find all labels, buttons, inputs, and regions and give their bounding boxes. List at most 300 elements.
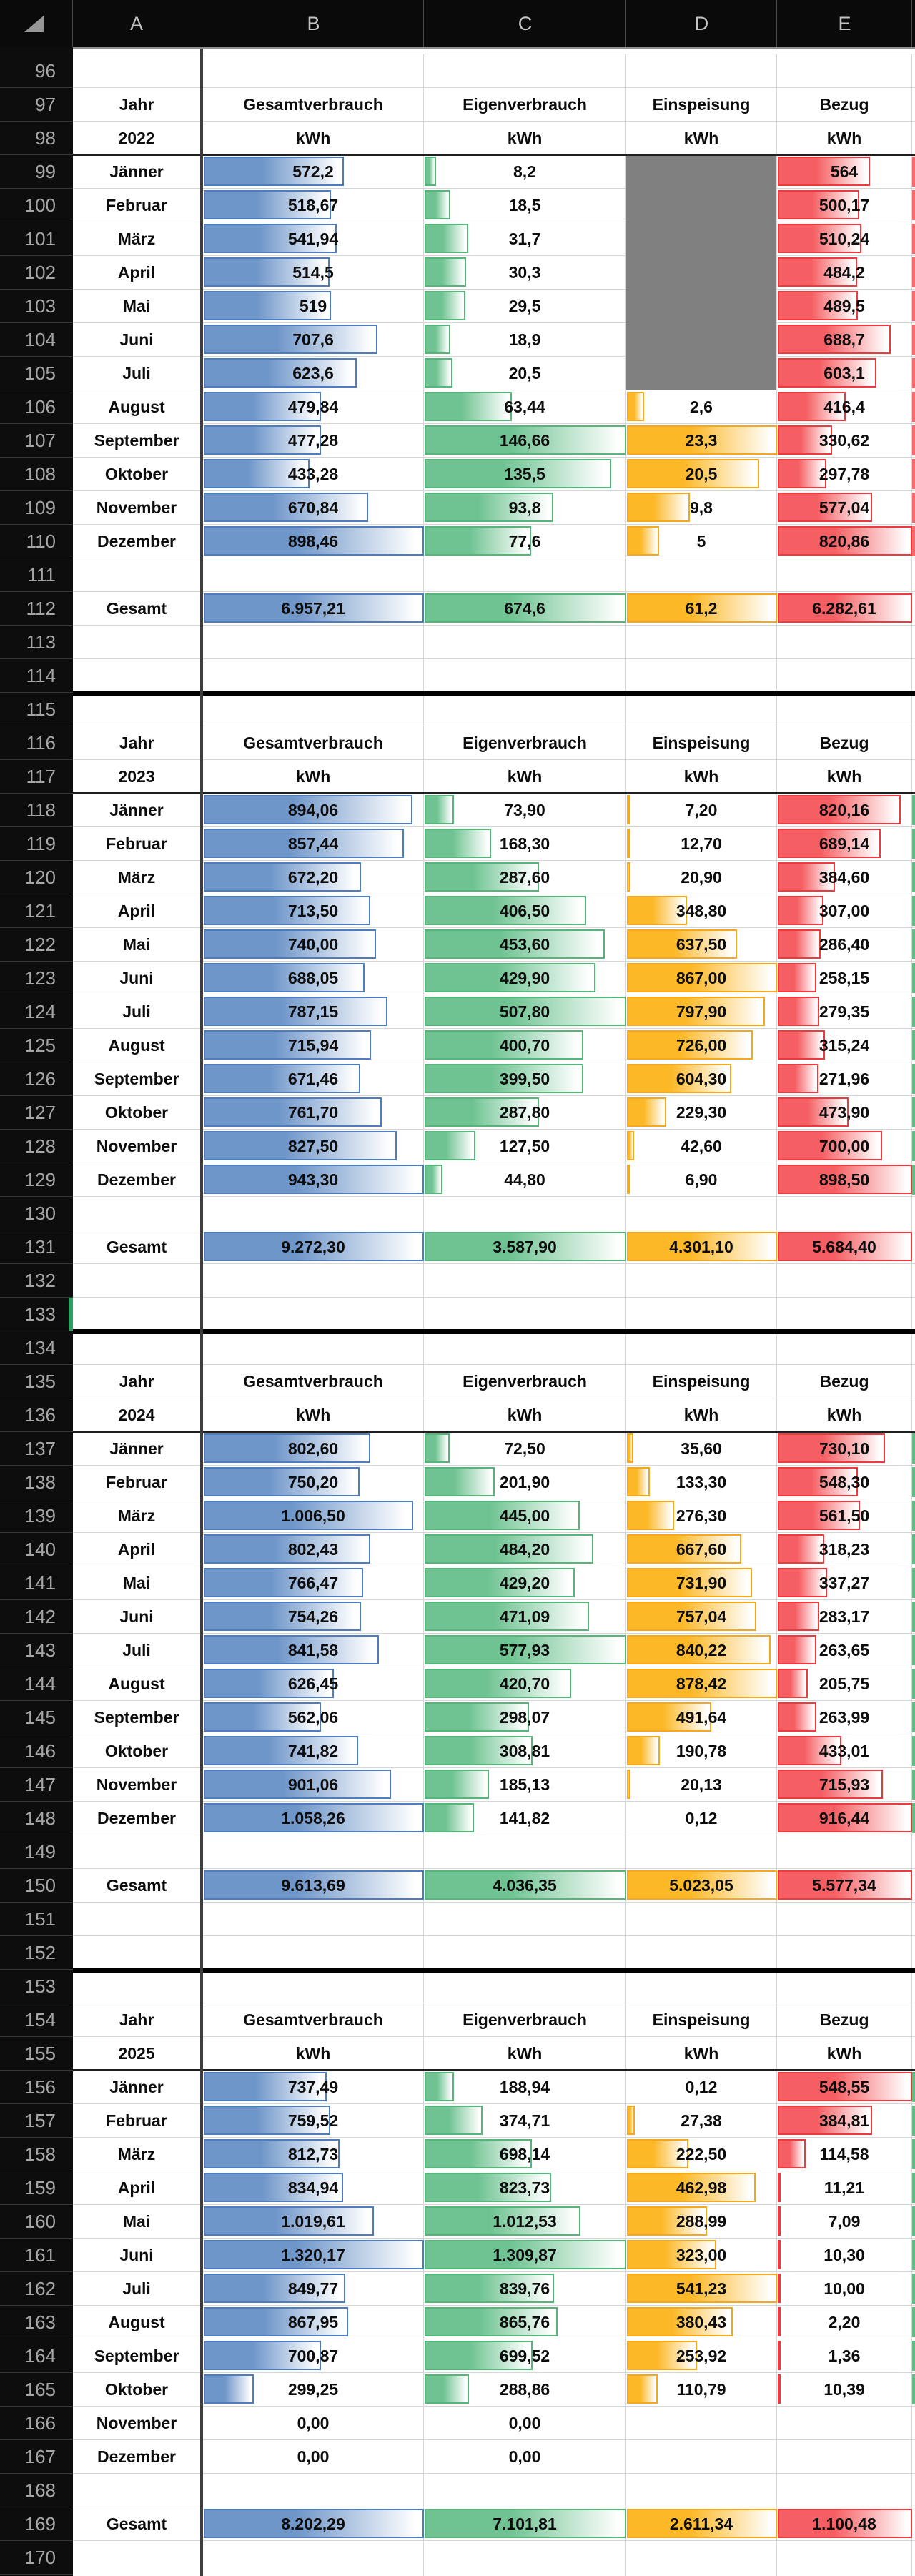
cell-c-124[interactable]	[424, 995, 626, 1028]
row-number-153[interactable]: 153	[0, 1970, 73, 2003]
cell-d-102[interactable]	[626, 256, 777, 289]
cell-d-109[interactable]	[626, 491, 777, 524]
cell-e-101[interactable]	[777, 222, 912, 255]
cell-b-157[interactable]	[203, 2104, 424, 2137]
cell-b-149[interactable]	[203, 1835, 424, 1868]
cell-d-123[interactable]	[626, 962, 777, 995]
cell-e-135[interactable]	[777, 1365, 912, 1398]
cell-c-159[interactable]	[424, 2171, 626, 2204]
row-number-159[interactable]: 159	[0, 2171, 73, 2205]
cell-c-147[interactable]	[424, 1768, 626, 1801]
cell-a-147[interactable]	[73, 1768, 200, 1801]
cell-c-155[interactable]	[424, 2037, 626, 2070]
cell-d-127[interactable]	[626, 1096, 777, 1129]
row-number-140[interactable]: 140	[0, 1533, 73, 1566]
cell-b-103[interactable]	[203, 290, 424, 322]
cell-a-117[interactable]	[73, 760, 200, 793]
cell-d-111[interactable]	[626, 558, 777, 591]
cell-a-121[interactable]	[73, 894, 200, 927]
cell-e-110[interactable]	[777, 525, 912, 558]
cell-e-117[interactable]	[777, 760, 912, 793]
cell-c-170[interactable]	[424, 2541, 626, 2576]
cell-a-148[interactable]	[73, 1802, 200, 1835]
cell-e-140[interactable]	[777, 1533, 912, 1566]
cell-c-158[interactable]	[424, 2138, 626, 2171]
cell-b-115[interactable]	[203, 693, 424, 726]
cell-d-163[interactable]	[626, 2306, 777, 2339]
cell-b-127[interactable]	[203, 1096, 424, 1129]
cell-b-151[interactable]	[203, 1903, 424, 1935]
cell-a-131[interactable]	[73, 1230, 200, 1263]
cell-a-165[interactable]	[73, 2373, 200, 2406]
cell-b-122[interactable]	[203, 928, 424, 961]
row-number-169[interactable]: 169	[0, 2507, 73, 2541]
row-number-131[interactable]: 131	[0, 1230, 73, 1264]
cell-d-117[interactable]	[626, 760, 777, 793]
cell-a-167[interactable]	[73, 2440, 200, 2473]
cell-b-123[interactable]	[203, 962, 424, 995]
cell-d-137[interactable]	[626, 1432, 777, 1465]
cell-e-109[interactable]	[777, 491, 912, 524]
cell-b-117[interactable]	[203, 760, 424, 793]
cell-a-136[interactable]	[73, 1398, 200, 1431]
row-number-137[interactable]: 137	[0, 1432, 73, 1466]
cell-e-139[interactable]	[777, 1499, 912, 1532]
cell-e-138[interactable]	[777, 1466, 912, 1499]
cell-d-148[interactable]	[626, 1802, 777, 1835]
cell-a-122[interactable]	[73, 928, 200, 961]
cell-a-124[interactable]	[73, 995, 200, 1028]
cell-a-150[interactable]	[73, 1869, 200, 1902]
cell-a-96[interactable]	[73, 54, 200, 87]
cell-e-116[interactable]	[777, 726, 912, 759]
cell-d-120[interactable]	[626, 861, 777, 894]
row-number-135[interactable]: 135	[0, 1365, 73, 1398]
cell-e-163[interactable]	[777, 2306, 912, 2339]
cell-e-143[interactable]	[777, 1634, 912, 1667]
cell-b-120[interactable]	[203, 861, 424, 894]
cell-e-134[interactable]	[777, 1331, 912, 1364]
cell-e-152[interactable]	[777, 1936, 912, 1969]
cell-d-138[interactable]	[626, 1466, 777, 1499]
row-number-133[interactable]: 133	[0, 1298, 73, 1331]
cell-c-162[interactable]	[424, 2272, 626, 2305]
cell-e-137[interactable]	[777, 1432, 912, 1465]
cell-a-112[interactable]	[73, 592, 200, 625]
cell-d-157[interactable]	[626, 2104, 777, 2137]
cell-d-160[interactable]	[626, 2205, 777, 2238]
cell-d-142[interactable]	[626, 1600, 777, 1633]
cell-e-164[interactable]	[777, 2339, 912, 2372]
cell-b-150[interactable]	[203, 1869, 424, 1902]
cell-b-146[interactable]	[203, 1734, 424, 1767]
cell-e-121[interactable]	[777, 894, 912, 927]
cell-c-140[interactable]	[424, 1533, 626, 1566]
cell-d-126[interactable]	[626, 1062, 777, 1095]
cell-c-156[interactable]	[424, 2071, 626, 2103]
cell-b-101[interactable]	[203, 222, 424, 255]
cell-b-105[interactable]	[203, 357, 424, 390]
row-number-161[interactable]: 161	[0, 2239, 73, 2272]
row-number-124[interactable]: 124	[0, 995, 73, 1029]
cell-a-101[interactable]	[73, 222, 200, 255]
cell-b-99[interactable]	[203, 155, 424, 188]
cell-d-106[interactable]	[626, 390, 777, 423]
cell-c-150[interactable]	[424, 1869, 626, 1902]
cell-c-152[interactable]	[424, 1936, 626, 1969]
cell-c-101[interactable]	[424, 222, 626, 255]
row-number-100[interactable]: 100	[0, 189, 73, 222]
row-number-117[interactable]: 117	[0, 760, 73, 794]
cell-b-129[interactable]	[203, 1163, 424, 1196]
cell-d-130[interactable]	[626, 1197, 777, 1230]
column-header-e[interactable]: E	[838, 13, 851, 34]
cell-c-97[interactable]	[424, 88, 626, 121]
cell-a-158[interactable]	[73, 2138, 200, 2171]
cell-b-164[interactable]	[203, 2339, 424, 2372]
row-number-144[interactable]: 144	[0, 1667, 73, 1701]
cell-e-168[interactable]	[777, 2474, 912, 2507]
row-number-166[interactable]: 166	[0, 2407, 73, 2440]
cell-b-147[interactable]	[203, 1768, 424, 1801]
cell-d-144[interactable]	[626, 1667, 777, 1700]
cell-a-153[interactable]	[73, 1970, 200, 2003]
cell-d-124[interactable]	[626, 995, 777, 1028]
cell-e-159[interactable]	[777, 2171, 912, 2204]
cell-a-168[interactable]	[73, 2474, 200, 2507]
row-number-138[interactable]: 138	[0, 1466, 73, 1499]
cell-a-143[interactable]	[73, 1634, 200, 1667]
cell-b-138[interactable]	[203, 1466, 424, 1499]
cell-c-129[interactable]	[424, 1163, 626, 1196]
cell-c-116[interactable]	[424, 726, 626, 759]
cell-c-106[interactable]	[424, 390, 626, 423]
cell-e-133[interactable]	[777, 1298, 912, 1331]
cell-c-114[interactable]	[424, 659, 626, 692]
row-number-129[interactable]: 129	[0, 1163, 73, 1197]
cell-c-109[interactable]	[424, 491, 626, 524]
cell-d-119[interactable]	[626, 827, 777, 860]
select-all-icon[interactable]	[24, 16, 44, 32]
cell-b-167[interactable]	[203, 2440, 424, 2473]
cell-c-149[interactable]	[424, 1835, 626, 1868]
cell-d-98[interactable]	[626, 122, 777, 154]
row-number-155[interactable]: 155	[0, 2037, 73, 2071]
cell-e-144[interactable]	[777, 1667, 912, 1700]
cell-c-166[interactable]	[424, 2407, 626, 2439]
cell-b-139[interactable]	[203, 1499, 424, 1532]
cell-b-144[interactable]	[203, 1667, 424, 1700]
cell-b-98[interactable]	[203, 122, 424, 154]
cell-d-118[interactable]	[626, 794, 777, 826]
cell-e-122[interactable]	[777, 928, 912, 961]
cell-a-169[interactable]	[73, 2507, 200, 2540]
cell-a-152[interactable]	[73, 1936, 200, 1969]
row-number-105[interactable]: 105	[0, 357, 73, 390]
cell-d-113[interactable]	[626, 626, 777, 658]
cell-d-97[interactable]	[626, 88, 777, 121]
cell-a-157[interactable]	[73, 2104, 200, 2137]
cell-d-131[interactable]	[626, 1230, 777, 1263]
row-number-116[interactable]: 116	[0, 726, 73, 760]
row-number-146[interactable]: 146	[0, 1734, 73, 1768]
cell-e-124[interactable]	[777, 995, 912, 1028]
row-number-120[interactable]: 120	[0, 861, 73, 894]
cell-d-110[interactable]	[626, 525, 777, 558]
row-number-147[interactable]: 147	[0, 1768, 73, 1802]
cell-a-130[interactable]	[73, 1197, 200, 1230]
cell-c-146[interactable]	[424, 1734, 626, 1767]
cell-c-117[interactable]	[424, 760, 626, 793]
cell-c-120[interactable]	[424, 861, 626, 894]
cell-e-102[interactable]	[777, 256, 912, 289]
cell-a-127[interactable]	[73, 1096, 200, 1129]
cell-a-161[interactable]	[73, 2239, 200, 2271]
cell-d-125[interactable]	[626, 1029, 777, 1062]
cell-b-112[interactable]	[203, 592, 424, 625]
cell-c-111[interactable]	[424, 558, 626, 591]
cell-e-113[interactable]	[777, 626, 912, 658]
cell-a-164[interactable]	[73, 2339, 200, 2372]
cell-b-124[interactable]	[203, 995, 424, 1028]
cell-b-165[interactable]	[203, 2373, 424, 2406]
cell-c-139[interactable]	[424, 1499, 626, 1532]
cell-e-170[interactable]	[777, 2541, 912, 2576]
cell-b-160[interactable]	[203, 2205, 424, 2238]
cell-b-118[interactable]	[203, 794, 424, 826]
cell-e-130[interactable]	[777, 1197, 912, 1230]
cell-b-100[interactable]	[203, 189, 424, 222]
cell-e-120[interactable]	[777, 861, 912, 894]
cell-a-137[interactable]	[73, 1432, 200, 1465]
row-number-96[interactable]: 96	[0, 54, 73, 88]
cell-a-119[interactable]	[73, 827, 200, 860]
cell-e-99[interactable]	[777, 155, 912, 188]
cell-c-122[interactable]	[424, 928, 626, 961]
cell-b-141[interactable]	[203, 1566, 424, 1599]
row-number-139[interactable]: 139	[0, 1499, 73, 1533]
cell-d-133[interactable]	[626, 1298, 777, 1331]
cell-d-152[interactable]	[626, 1936, 777, 1969]
cell-c-130[interactable]	[424, 1197, 626, 1230]
cell-a-103[interactable]	[73, 290, 200, 322]
cell-d-153[interactable]	[626, 1970, 777, 2003]
cell-b-125[interactable]	[203, 1029, 424, 1062]
cell-b-143[interactable]	[203, 1634, 424, 1667]
row-number-142[interactable]: 142	[0, 1600, 73, 1634]
cell-b-96[interactable]	[203, 54, 424, 87]
cell-a-166[interactable]	[73, 2407, 200, 2439]
cell-b-119[interactable]	[203, 827, 424, 860]
cell-b-156[interactable]	[203, 2071, 424, 2103]
cell-c-135[interactable]	[424, 1365, 626, 1398]
cell-b-134[interactable]	[203, 1331, 424, 1364]
cell-c-125[interactable]	[424, 1029, 626, 1062]
cell-b-104[interactable]	[203, 323, 424, 356]
row-number-126[interactable]: 126	[0, 1062, 73, 1096]
cell-c-167[interactable]	[424, 2440, 626, 2473]
cell-d-134[interactable]	[626, 1331, 777, 1364]
cell-a-108[interactable]	[73, 458, 200, 490]
row-number-112[interactable]: 112	[0, 592, 73, 626]
row-number-152[interactable]: 152	[0, 1936, 73, 1970]
cell-e-150[interactable]	[777, 1869, 912, 1902]
cell-a-97[interactable]	[73, 88, 200, 121]
cell-b-108[interactable]	[203, 458, 424, 490]
cell-e-167[interactable]	[777, 2440, 912, 2473]
row-number-122[interactable]: 122	[0, 928, 73, 962]
cell-c-145[interactable]	[424, 1701, 626, 1734]
cell-c-133[interactable]	[424, 1298, 626, 1331]
cell-c-134[interactable]	[424, 1331, 626, 1364]
row-number-168[interactable]: 168	[0, 2474, 73, 2507]
cell-c-154[interactable]	[424, 2003, 626, 2036]
cell-c-98[interactable]	[424, 122, 626, 154]
cell-d-101[interactable]	[626, 222, 777, 255]
cell-a-160[interactable]	[73, 2205, 200, 2238]
cell-d-150[interactable]	[626, 1869, 777, 1902]
cell-a-111[interactable]	[73, 558, 200, 591]
cell-e-132[interactable]	[777, 1264, 912, 1297]
cell-c-103[interactable]	[424, 290, 626, 322]
row-number-163[interactable]: 163	[0, 2306, 73, 2339]
cell-d-108[interactable]	[626, 458, 777, 490]
cell-a-156[interactable]	[73, 2071, 200, 2103]
cell-d-104[interactable]	[626, 323, 777, 356]
cell-a-125[interactable]	[73, 1029, 200, 1062]
cell-e-98[interactable]	[777, 122, 912, 154]
cell-d-112[interactable]	[626, 592, 777, 625]
cell-b-113[interactable]	[203, 626, 424, 658]
cell-b-121[interactable]	[203, 894, 424, 927]
row-number-130[interactable]: 130	[0, 1197, 73, 1230]
cell-e-153[interactable]	[777, 1970, 912, 2003]
cell-a-146[interactable]	[73, 1734, 200, 1767]
cell-b-97[interactable]	[203, 88, 424, 121]
cell-d-139[interactable]	[626, 1499, 777, 1532]
row-number-103[interactable]: 103	[0, 290, 73, 323]
cell-d-116[interactable]	[626, 726, 777, 759]
cell-b-114[interactable]	[203, 659, 424, 692]
cell-c-107[interactable]	[424, 424, 626, 457]
cell-d-151[interactable]	[626, 1903, 777, 1935]
cell-b-142[interactable]	[203, 1600, 424, 1633]
row-number-109[interactable]: 109	[0, 491, 73, 525]
cell-b-131[interactable]	[203, 1230, 424, 1263]
row-number-162[interactable]: 162	[0, 2272, 73, 2306]
cell-d-107[interactable]	[626, 424, 777, 457]
row-number-149[interactable]: 149	[0, 1835, 73, 1869]
row-number-101[interactable]: 101	[0, 222, 73, 256]
cell-e-118[interactable]	[777, 794, 912, 826]
cell-c-143[interactable]	[424, 1634, 626, 1667]
cell-d-115[interactable]	[626, 693, 777, 726]
row-number-154[interactable]: 154	[0, 2003, 73, 2037]
cell-b-170[interactable]	[203, 2541, 424, 2576]
cell-e-146[interactable]	[777, 1734, 912, 1767]
cell-c-131[interactable]	[424, 1230, 626, 1263]
cell-a-104[interactable]	[73, 323, 200, 356]
row-number-125[interactable]: 125	[0, 1029, 73, 1062]
cell-d-105[interactable]	[626, 357, 777, 390]
cell-b-168[interactable]	[203, 2474, 424, 2507]
cell-c-132[interactable]	[424, 1264, 626, 1297]
cell-d-158[interactable]	[626, 2138, 777, 2171]
cell-a-135[interactable]	[73, 1365, 200, 1398]
cell-b-155[interactable]	[203, 2037, 424, 2070]
row-number-121[interactable]: 121	[0, 894, 73, 928]
cell-d-161[interactable]	[626, 2239, 777, 2271]
cell-a-134[interactable]	[73, 1331, 200, 1364]
cell-c-113[interactable]	[424, 626, 626, 658]
row-number-150[interactable]: 150	[0, 1869, 73, 1903]
cell-a-106[interactable]	[73, 390, 200, 423]
cell-e-148[interactable]	[777, 1802, 912, 1835]
cell-b-166[interactable]	[203, 2407, 424, 2439]
cell-a-100[interactable]	[73, 189, 200, 222]
cell-e-123[interactable]	[777, 962, 912, 995]
row-number-136[interactable]: 136	[0, 1398, 73, 1432]
cell-a-159[interactable]	[73, 2171, 200, 2204]
cell-b-137[interactable]	[203, 1432, 424, 1465]
cell-c-164[interactable]	[424, 2339, 626, 2372]
cell-c-153[interactable]	[424, 1970, 626, 2003]
cell-e-126[interactable]	[777, 1062, 912, 1095]
cell-e-147[interactable]	[777, 1768, 912, 1801]
row-number-157[interactable]: 157	[0, 2104, 73, 2138]
cell-b-110[interactable]	[203, 525, 424, 558]
cell-e-151[interactable]	[777, 1903, 912, 1935]
cell-a-113[interactable]	[73, 626, 200, 658]
cell-d-147[interactable]	[626, 1768, 777, 1801]
cell-c-136[interactable]	[424, 1398, 626, 1431]
cell-d-170[interactable]	[626, 2541, 777, 2576]
cell-d-167[interactable]	[626, 2440, 777, 2473]
cell-e-161[interactable]	[777, 2239, 912, 2271]
cell-b-135[interactable]	[203, 1365, 424, 1398]
cell-c-144[interactable]	[424, 1667, 626, 1700]
cell-e-141[interactable]	[777, 1566, 912, 1599]
cell-e-115[interactable]	[777, 693, 912, 726]
cell-d-145[interactable]	[626, 1701, 777, 1734]
cell-d-135[interactable]	[626, 1365, 777, 1398]
cell-b-161[interactable]	[203, 2239, 424, 2271]
cell-e-103[interactable]	[777, 290, 912, 322]
cell-a-99[interactable]	[73, 155, 200, 188]
cell-a-132[interactable]	[73, 1264, 200, 1297]
cell-b-130[interactable]	[203, 1197, 424, 1230]
cell-a-170[interactable]	[73, 2541, 200, 2576]
cell-c-110[interactable]	[424, 525, 626, 558]
cell-d-100[interactable]	[626, 189, 777, 222]
cell-a-126[interactable]	[73, 1062, 200, 1095]
cell-d-122[interactable]	[626, 928, 777, 961]
cell-c-96[interactable]	[424, 54, 626, 87]
cell-a-163[interactable]	[73, 2306, 200, 2339]
cell-b-163[interactable]	[203, 2306, 424, 2339]
cell-c-118[interactable]	[424, 794, 626, 826]
cell-b-109[interactable]	[203, 491, 424, 524]
cell-e-169[interactable]	[777, 2507, 912, 2540]
cell-e-156[interactable]	[777, 2071, 912, 2103]
cell-c-137[interactable]	[424, 1432, 626, 1465]
cell-a-162[interactable]	[73, 2272, 200, 2305]
cell-e-100[interactable]	[777, 189, 912, 222]
cell-e-96[interactable]	[777, 54, 912, 87]
cell-c-163[interactable]	[424, 2306, 626, 2339]
cell-e-158[interactable]	[777, 2138, 912, 2171]
row-number-118[interactable]: 118	[0, 794, 73, 827]
